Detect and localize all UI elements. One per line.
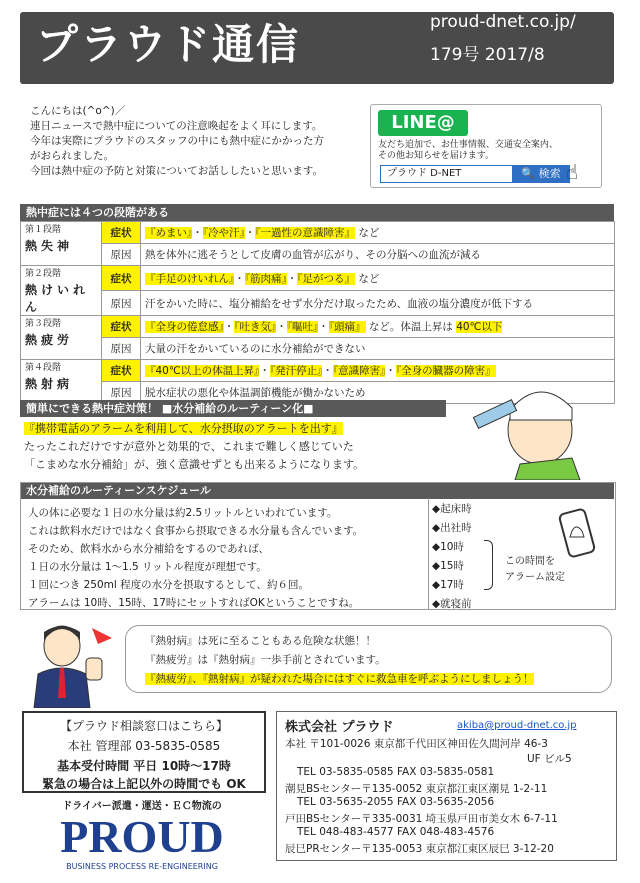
- stage-name: 熱射病: [25, 377, 74, 391]
- warning-highlight: 『熱疲労』、『熱射病』が疑われた場合にはすぐに救急車を呼ぶようにしましょう！: [145, 673, 534, 685]
- warning-text: [145, 632, 534, 689]
- stage-level: 第２段階: [25, 269, 62, 279]
- branch-address: 辰巳PRセンター〒135-0053 東京都江東区辰巳 3-12-20: [285, 843, 554, 855]
- company-building: UF ビル5: [527, 753, 572, 765]
- symptom: 『頭痛』: [328, 321, 366, 333]
- schedule-time: ◆起床時: [432, 503, 472, 515]
- routine-text: [28, 504, 428, 612]
- intro-line: こんにちは(^o^)／: [30, 105, 126, 117]
- stage-cell: [21, 266, 102, 316]
- symptom-cell: 『めまい』・『冷や汗』・『一過性の意識障害』 など: [141, 222, 615, 244]
- stage-level: 第４段階: [25, 363, 62, 373]
- tip-heading: 簡単にできる熱中症対策！ ■水分補給のルーティーン化■: [20, 400, 446, 417]
- search-input[interactable]: プラウド D-NET: [380, 165, 518, 183]
- symptom-label: 症状: [102, 316, 141, 338]
- symptom: 『全身の倦怠感』: [145, 321, 224, 333]
- company-tel: TEL 03-5835-0585 FAX 03-5835-0581: [297, 766, 495, 778]
- alarm-note-line: アラーム設定: [505, 572, 565, 583]
- stage-cell: [21, 316, 102, 360]
- schedule-time: ◆就寝前: [432, 598, 472, 610]
- stage-level: 第３段階: [25, 319, 62, 329]
- proud-logo: [42, 797, 242, 871]
- stage-name: 熱疲労: [25, 333, 74, 347]
- consult-hours: 基本受付時間 平日 10時～17時: [57, 759, 231, 773]
- intro-line: 今回は熱中症の予防と対策についてお話ししたいと思います。: [30, 165, 323, 177]
- line-text: 友だち追加で、お仕事情報、交通安全案内、: [378, 140, 558, 150]
- drinking-person-illustration: [460, 380, 600, 480]
- symptom: 『足がつる』: [297, 272, 355, 285]
- symptom: 『発汗停止』: [269, 365, 323, 377]
- stage-cell: [21, 360, 102, 404]
- symptom-cell: 『全身の倦怠感』・『吐き気』・『嘔吐』・『頭痛』 など。体温上昇は 40℃以下: [141, 316, 615, 338]
- tip-line: たったこれだけですが意外と効果的で、これまで難しく感じていた: [24, 440, 354, 453]
- stages-heading: 熱中症には４つの段階がある: [20, 204, 614, 221]
- warning-line: 『熱疲労』は『熱射病』一歩手前とされています。: [145, 654, 386, 666]
- line-text: その他お知らせを届けます。: [378, 151, 495, 161]
- symptom: 『意識障害』: [332, 365, 386, 377]
- warning-line: 『熱射病』は死に至ることもある危険な状態！！: [145, 635, 376, 647]
- symptom-suffix: など: [358, 272, 380, 285]
- search-button[interactable]: [512, 165, 570, 183]
- bracket: [484, 540, 493, 590]
- symptom-cell: 『40℃以上の体温上昇』・『発汗停止』・『意識障害』・『全身の臓器の障害』: [141, 360, 615, 382]
- issue-number: 179号 2017/8: [430, 45, 545, 65]
- routine-line: これは飲料水だけではなく食事から摂取できる水分量も含んでいます。: [28, 525, 364, 537]
- tip-line: 「こまめな水分補給」が、強く意識せずとも出来るようになります。: [24, 458, 365, 471]
- search-button-label: 検索: [538, 167, 561, 180]
- intro-text: [30, 104, 340, 179]
- symptom: 『冷や汗』: [202, 227, 245, 239]
- symptom-suffix: など。体温上昇は: [368, 321, 453, 333]
- symptom: 『めまい』: [145, 227, 193, 239]
- symptom-label: 症状: [102, 360, 141, 382]
- temperature-note: 40℃以下: [456, 321, 503, 333]
- company-name: 株式会社 プラウド: [285, 720, 394, 735]
- cause-text: 汗をかいた時に、塩分補給をせず水分だけ取ったため、血液の塩分濃度が低下する: [141, 291, 615, 316]
- routine-line: 人の体に必要な１日の水分量は約2.5リットルといわれています。: [28, 507, 338, 519]
- intro-line: 連日ニュースで熱中症についての注意喚起をよく耳にします。: [30, 120, 323, 132]
- branch-tel: TEL 03-5635-2055 FAX 03-5635-2056: [297, 796, 495, 808]
- cause-label: 原因: [102, 291, 141, 316]
- symptom: 『筋肉痛』: [244, 272, 287, 285]
- consult-emergency: 緊急の場合は上記以外の時間でも OK: [42, 777, 246, 791]
- symptom: 『手足のけいれん』: [145, 272, 235, 285]
- intro-line: がおられました。: [30, 150, 114, 162]
- stage-name: 熱失神: [25, 239, 74, 253]
- symptom-label: 症状: [102, 222, 141, 244]
- consult-title: 【プラウド相談窓口はこちら】: [59, 719, 228, 733]
- stage-name: 熱けいれん: [25, 283, 90, 314]
- routine-line: １回につき 250ml 程度の水分を摂取するとして、約６回。: [28, 579, 309, 591]
- schedule-time: ◆17時: [432, 579, 464, 591]
- tip-highlight: 『携帯電話のアラームを利用して、水分摂取のアラートを出す』: [24, 422, 343, 435]
- branch-address: 潮見BSセンター〒135-0052 東京都江東区潮見 1-2-11: [285, 783, 548, 795]
- logo-name: PROUD: [60, 811, 224, 862]
- schedule-time: ◆15時: [432, 560, 464, 572]
- stage-level: 第１段階: [25, 225, 62, 235]
- consult-box: [22, 711, 266, 793]
- company-box: [276, 711, 617, 861]
- cause-text: 脱水症状の悪化や体温調節機能が働かないため: [141, 382, 615, 404]
- cause-text: 熱を体外に逃そうとして皮膚の血管が広がり、その分脳への血流が減る: [141, 244, 615, 266]
- stages-table: [20, 221, 615, 404]
- symptom: 『一過性の意識障害』: [255, 227, 355, 239]
- phone-alarm-icon: [556, 505, 600, 561]
- symptom-label: 症状: [102, 266, 141, 291]
- tip-text: [24, 420, 364, 474]
- cause-label: 原因: [102, 244, 141, 266]
- symptom-cell: 『手足のけいれん』・『筋肉痛』・『足がつる』 など: [141, 266, 615, 291]
- schedule-times: [432, 500, 472, 614]
- logo-tagline: ドライバー派遣・運送・ＥＣ物流の: [62, 801, 222, 812]
- symptom: 『全身の臓器の障害』: [395, 365, 496, 377]
- stage-cell: [21, 222, 102, 266]
- cause-label: 原因: [102, 338, 141, 360]
- consult-phone[interactable]: 本社 管理部 03-5835-0585: [67, 739, 221, 753]
- schedule-time: ◆10時: [432, 541, 464, 553]
- symptom: 『嘔吐』: [286, 321, 319, 333]
- cause-text: 大量の汗をかいているのに水分補給ができない: [141, 338, 615, 360]
- schedule-time: ◆出社時: [432, 522, 472, 534]
- cursor-hand-icon: ☝: [566, 160, 579, 184]
- routine-line: そのため、飲料水から水分補給をするのであれば、: [28, 543, 270, 555]
- search-icon: 🔍: [521, 167, 536, 180]
- newsletter-title: プラウド通信: [36, 20, 301, 69]
- routine-heading: 水分補給のルーティーンスケジュール: [20, 482, 614, 499]
- symptom-suffix: など: [358, 227, 380, 239]
- routine-line: １日の水分量は 1～1.5 リットル程度が理想です。: [28, 561, 267, 573]
- routine-line: アラームは 10時、15時、17時にセットすればOKということですね。: [28, 597, 360, 609]
- cause-label: 原因: [102, 382, 141, 404]
- line-description: [378, 140, 593, 162]
- line-logo[interactable]: LINE@: [378, 110, 468, 136]
- company-address: 本社 〒101-0026 東京都千代田区神田佐久間河岸 46-3: [285, 738, 548, 750]
- branch-tel: TEL 048-483-4577 FAX 048-483-4576: [297, 826, 495, 838]
- website-url[interactable]: proud-dnet.co.jp/: [430, 12, 576, 32]
- branch-address: 戸田BSセンター〒335-0031 埼玉県戸田市美女木 6-7-11: [285, 813, 558, 825]
- symptom: 『40℃以上の体温上昇』: [145, 365, 260, 377]
- warning-man-illustration: [20, 618, 120, 708]
- intro-line: 今年は実際にプラウドのスタッフの中にも熱中症にかかった方: [30, 135, 324, 147]
- company-email[interactable]: akiba@proud-dnet.co.jp: [457, 720, 577, 731]
- alarm-note-line: この時間を: [505, 556, 555, 567]
- symptom: 『吐き気』: [234, 321, 277, 333]
- logo-subtitle: BUSINESS PROCESS RE-ENGINEERING: [66, 862, 218, 871]
